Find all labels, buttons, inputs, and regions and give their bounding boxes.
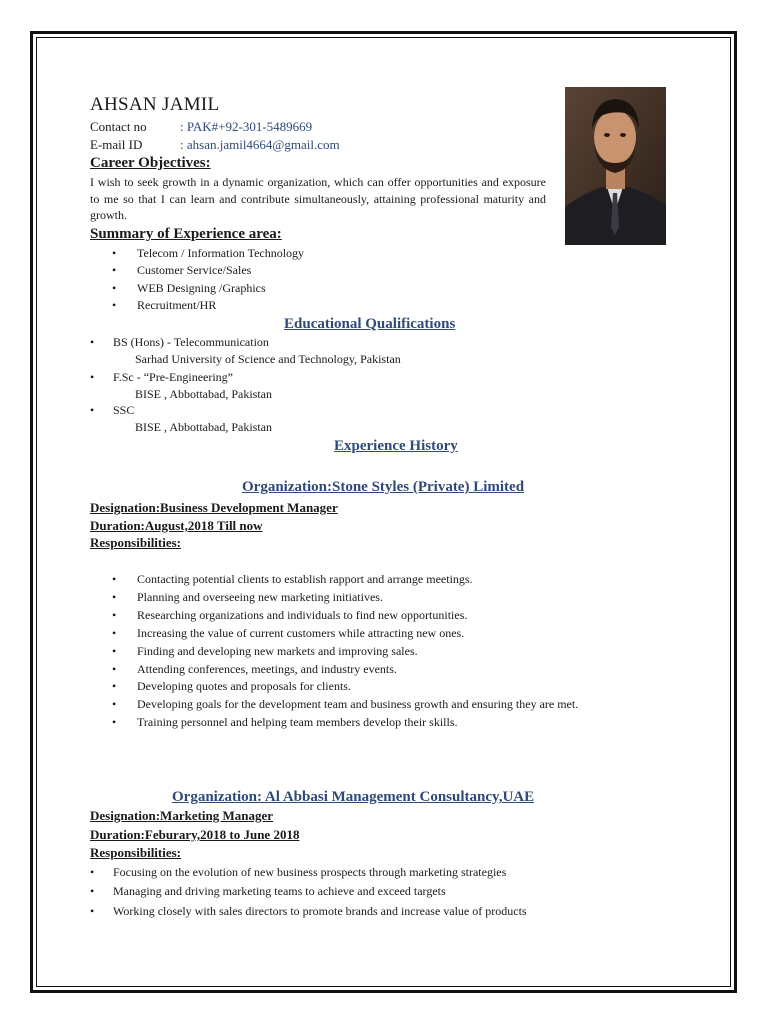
list-item: • Developing quotes and proposals for clients. xyxy=(112,678,668,696)
profile-photo-icon xyxy=(565,87,666,245)
list-item: • Planning and overseeing new marketing initiatives. xyxy=(112,589,668,607)
summary-heading: Summary of Experience area: xyxy=(90,226,282,242)
job-duration: Duration:August,2018 Till now xyxy=(90,518,263,533)
list-item: • Researching organizations and individuals to find new opportunities. xyxy=(112,607,668,625)
bullet: • xyxy=(90,403,95,417)
list-item: • Contacting potential clients to establish rapport and arrange meetings. xyxy=(112,571,668,589)
list-item: • Attending conferences, meetings, and industry events. xyxy=(112,661,668,679)
bullet: • xyxy=(90,335,95,349)
job-responsibilities-label: Responsibilities: xyxy=(90,845,182,860)
career-objectives-heading: Career Objectives: xyxy=(90,155,211,171)
contact-value[interactable]: : PAK#+92-301-5489669 xyxy=(180,119,313,134)
list-item: • Working closely with sales directors to promote brands and increase value of products xyxy=(90,902,690,921)
education-title: BS (Hons) - Telecommunication xyxy=(113,335,269,349)
list-item: • Telecom / Information Technology xyxy=(112,245,304,262)
list-item: • Managing and driving marketing teams to achieve and exceed targets xyxy=(90,882,690,901)
job-designation: Designation:Marketing Manager xyxy=(90,808,274,823)
profile-photo xyxy=(565,87,666,245)
candidate-name: AHSAN JAMIL xyxy=(90,94,220,115)
list-item: • Developing goals for the development team and business growth and ensuring they are met. xyxy=(112,696,668,714)
experience-heading: Experience History xyxy=(334,438,458,454)
contact-label: Contact no xyxy=(90,119,147,134)
email-value[interactable]: : ahsan.jamil4664@gmail.com xyxy=(180,137,340,152)
list-item: • Training personnel and helping team members develop their skills. xyxy=(112,714,668,732)
education-detail: Sarhad University of Science and Technology, Pakistan xyxy=(135,352,401,366)
list-item: • Recruitment/HR xyxy=(112,297,304,314)
list-item: • WEB Designing /Graphics xyxy=(112,280,304,297)
list-item: • Finding and developing new markets and improving sales. xyxy=(112,643,668,661)
job-responsibilities-label: Responsibilities: xyxy=(90,535,182,550)
job-organization: Organization:Stone Styles (Private) Limited xyxy=(242,479,525,495)
education-detail: BISE , Abbottabad, Pakistan xyxy=(135,420,272,434)
list-item: • Customer Service/Sales xyxy=(112,262,304,279)
education-title: F.Sc - “Pre-Engineering” xyxy=(113,370,233,384)
summary-list xyxy=(112,245,304,314)
job-organization: Organization: Al Abbasi Management Consultancy,UAE xyxy=(172,789,535,805)
career-objectives-text: I wish to seek growth in a dynamic organization, which can offer opportunities and exposure to me so that I can learn and contribute simultaneously, attaining professional maturity and growth. xyxy=(90,175,546,222)
education-title: SSC xyxy=(113,403,135,417)
education-heading: Educational Qualifications xyxy=(284,316,456,332)
list-item: • Focusing on the evolution of new business prospects through marketing strategies xyxy=(90,863,690,882)
job-duration: Duration:Feburary,2018 to June 2018 xyxy=(90,827,300,842)
job-responsibilities-list xyxy=(90,863,690,921)
list-item: • Increasing the value of current customers while attracting new ones. xyxy=(112,625,668,643)
education-detail: BISE , Abbottabad, Pakistan xyxy=(135,387,272,401)
job-designation: Designation:Business Development Manager xyxy=(90,500,338,515)
email-label: E-mail ID xyxy=(90,137,143,152)
job-responsibilities-list xyxy=(112,571,668,732)
bullet: • xyxy=(90,370,95,384)
